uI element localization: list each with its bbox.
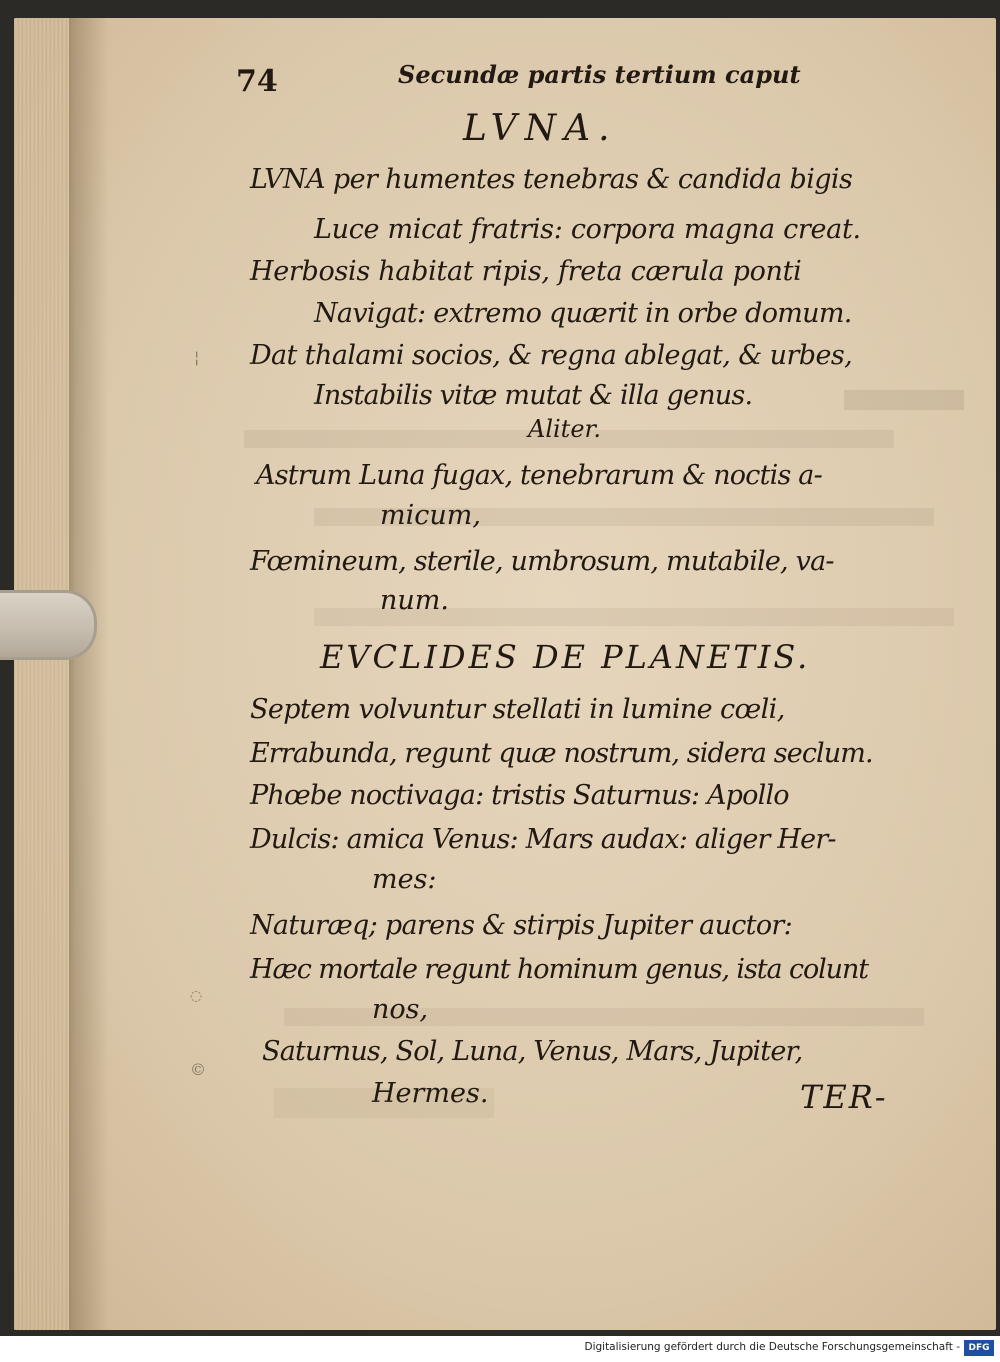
verse-line: Dat thalami socios, & regna ablegat, & urbes, xyxy=(250,340,853,371)
verse-line: Astrum Luna fugax, tenebrarum & noctis a- xyxy=(256,460,822,491)
verse-line: micum, xyxy=(380,500,481,531)
verse-line: Dulcis: amica Venus: Mars audax: aliger Her- xyxy=(250,824,836,855)
verse-line: Errabunda, regunt quæ nostrum, sidera seclum. xyxy=(250,738,873,769)
verse-line: num. xyxy=(380,585,449,616)
verse-line: Luce micat fratris: corpora magna creat. xyxy=(314,214,861,245)
verse-line: Hæc mortale regunt hominum genus, ista colunt xyxy=(250,954,868,985)
dfg-logo-icon: DFG xyxy=(964,1340,994,1356)
page-edges xyxy=(14,18,74,1330)
verse-line: Septem volvuntur stellati in lumine cœli, xyxy=(250,694,785,725)
margin-mark: ¦ xyxy=(194,348,200,367)
verse-line: LVNA per humentes tenebras & candida bigis xyxy=(250,164,853,195)
digitization-footer xyxy=(0,1336,1000,1362)
verse-line: mes: xyxy=(372,864,437,895)
verse-line: Fœmineum, sterile, umbrosum, mutabile, va- xyxy=(250,546,834,577)
verse-line: Naturæq; parens & stirpis Jupiter auctor: xyxy=(250,910,792,941)
page-number: 74 xyxy=(236,64,278,99)
dfg-credit: Digitalisierung gefördert durch die Deutsche Forschungsgemeinschaft - xyxy=(584,1341,960,1353)
verse-line: Phœbe noctivaga: tristis Saturnus: Apollo xyxy=(250,780,789,811)
verse-line: Hermes. xyxy=(372,1078,489,1109)
section-heading-luna: LVNA. xyxy=(463,108,618,149)
margin-mark: © xyxy=(190,1060,206,1079)
verse-line: nos, xyxy=(372,994,429,1025)
verse-line: Navigat: extremo quærit in orbe domum. xyxy=(314,298,852,329)
catchword: TER- xyxy=(800,1078,888,1116)
subheading-aliter: Aliter. xyxy=(528,415,601,443)
paper-clip xyxy=(0,590,97,660)
verse-line: Herbosis habitat ripis, freta cærula ponti xyxy=(250,256,802,287)
gutter-shadow xyxy=(69,18,109,1330)
section-heading-euclides: EVCLIDES DE PLANETIS. xyxy=(320,638,811,676)
margin-mark: ◌ xyxy=(190,988,203,1004)
running-title: Secundæ partis tertium caput xyxy=(398,60,801,89)
verse-line: Instabilis vitæ mutat & illa genus. xyxy=(314,380,753,411)
verse-line: Saturnus, Sol, Luna, Venus, Mars, Jupiter, xyxy=(262,1036,803,1067)
